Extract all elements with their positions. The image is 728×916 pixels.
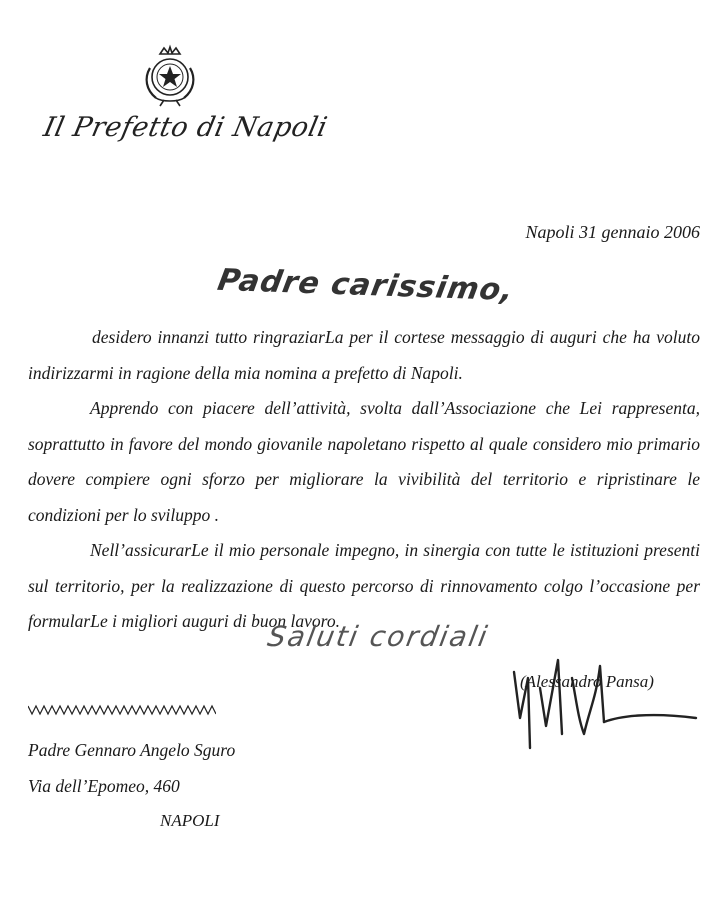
handwritten-signature <box>500 638 700 758</box>
letter-body <box>28 320 700 640</box>
italian-republic-emblem-icon <box>138 44 202 108</box>
recipient-street: Via dell’Epomeo, 460 <box>28 776 180 796</box>
recipient-city: NAPOLI <box>160 811 220 830</box>
letter-date: Napoli 31 gennaio 2006 <box>525 222 700 242</box>
handwritten-salutation: Padre carissimo, <box>215 262 517 309</box>
handwritten-closing: Saluti cordiali <box>265 620 492 653</box>
separator-line <box>28 704 216 716</box>
body-paragraph: desidero innanzi tutto ringraziarLa per il cortese messaggio di auguri che ha voluto indirizzarmi in ragione della mia nomina a prefetto di Napoli. <box>28 327 700 383</box>
body-paragraph: Apprendo con piacere dell’attività, svolta dall’Associazione che Lei rappresenta, soprattutto in favore del mondo giovanile napoletano rispetto al quale considero mio primario dovere compiere ogni sforzo per migliorare la vivibilità del territorio e ripristinare le condizioni per lo sviluppo . <box>28 398 700 525</box>
body-paragraph: Nell’assicurarLe il mio personale impegno, in sinergia con tutte le istituzioni presenti sul territorio, per la realizzazione di questo percorso di rinnovamento colgo l’occasione per formularLe i migliori auguri di buon lavoro. <box>28 540 700 631</box>
letterhead-title: Il Prefetto di Napoli <box>40 112 331 143</box>
recipient-name: Padre Gennaro Angelo Sguro <box>28 740 236 760</box>
signatory-name: (Alessandro Pansa) <box>520 672 654 691</box>
